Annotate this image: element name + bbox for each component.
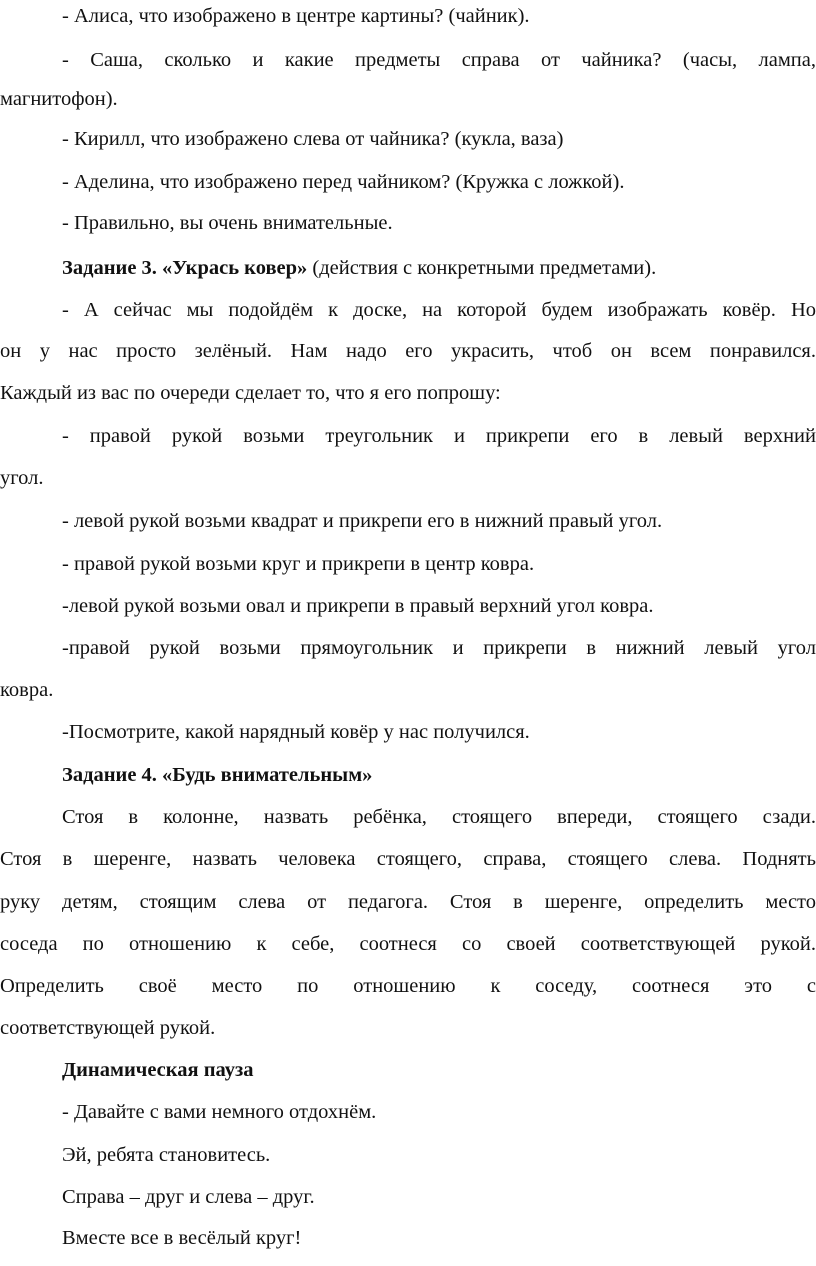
paragraph-line: Стоя в колонне, назвать ребёнка, стоящего впереди, стоящего сзади. bbox=[62, 806, 816, 828]
paragraph-line: - правой рукой возьми круг и прикрепи в центр ковра. bbox=[62, 553, 535, 575]
task-3-heading: Задание 3. «Укрась ковер» bbox=[62, 257, 308, 279]
paragraph-line: - Алиса, что изображено в центре картины? (чайник). bbox=[62, 5, 530, 27]
paragraph-line: соответствующей рукой. bbox=[0, 1017, 216, 1039]
task-4-line bbox=[62, 761, 816, 789]
task-4-heading: Задание 4. «Будь внимательным» bbox=[62, 764, 373, 786]
paragraph-line: Каждый из вас по очереди сделает то, что я его попрошу: bbox=[0, 382, 501, 404]
paragraph-line: - Аделина, что изображено перед чайником? (Кружка с ложкой). bbox=[62, 171, 625, 193]
paragraph-line: магнитофон). bbox=[0, 88, 118, 110]
paragraph-line: - правой рукой возьми треугольник и прикрепи его в левый верхний bbox=[62, 425, 816, 447]
paragraph-line: Определить своё место по отношению к соседу, соотнеся это с bbox=[0, 975, 816, 997]
paragraph-line: ковра. bbox=[0, 679, 54, 701]
paragraph-line: Стоя в шеренге, назвать человека стоящего, справа, стоящего слева. Поднять bbox=[0, 848, 816, 870]
paragraph-line: -Посмотрите, какой нарядный ковёр у нас получился. bbox=[62, 721, 530, 743]
paragraph-line: он у нас просто зелёный. Нам надо его украсить, чтоб он всем понравился. bbox=[0, 340, 816, 362]
paragraph-line: - Кирилл, что изображено слева от чайника? (кукла, ваза) bbox=[62, 128, 564, 150]
task-3-note: (действия с конкретными предметами). bbox=[307, 257, 657, 279]
paragraph-line: угол. bbox=[0, 467, 44, 489]
paragraph-line: - Правильно, вы очень внимательные. bbox=[62, 212, 393, 234]
verse-line: Справа – друг и слева – друг. bbox=[62, 1186, 315, 1208]
task-3-line bbox=[62, 254, 816, 282]
paragraph-line: -правой рукой возьми прямоугольник и прикрепи в нижний левый угол bbox=[62, 637, 816, 659]
paragraph-line: -левой рукой возьми овал и прикрепи в правый верхний угол ковра. bbox=[62, 595, 654, 617]
verse-line: Эй, ребята становитесь. bbox=[62, 1144, 271, 1166]
paragraph-line: - Саша, сколько и какие предметы справа от чайника? (часы, лампа, bbox=[62, 49, 816, 71]
paragraph-line: - А сейчас мы подойдём к доске, на которой будем изображать ковёр. Но bbox=[62, 299, 816, 321]
paragraph-line: - левой рукой возьми квадрат и прикрепи его в нижний правый угол. bbox=[62, 510, 663, 532]
paragraph-line: - Давайте с вами немного отдохнём. bbox=[62, 1101, 377, 1123]
pause-heading: Динамическая пауза bbox=[62, 1059, 254, 1081]
verse-line: Вместе все в весёлый круг! bbox=[62, 1227, 302, 1249]
pause-line bbox=[62, 1056, 816, 1084]
paragraph-line: соседа по отношению к себе, соотнеся со своей соответствующей рукой. bbox=[0, 933, 816, 955]
paragraph-line: руку детям, стоящим слева от педагога. Стоя в шеренге, определить место bbox=[0, 891, 816, 913]
